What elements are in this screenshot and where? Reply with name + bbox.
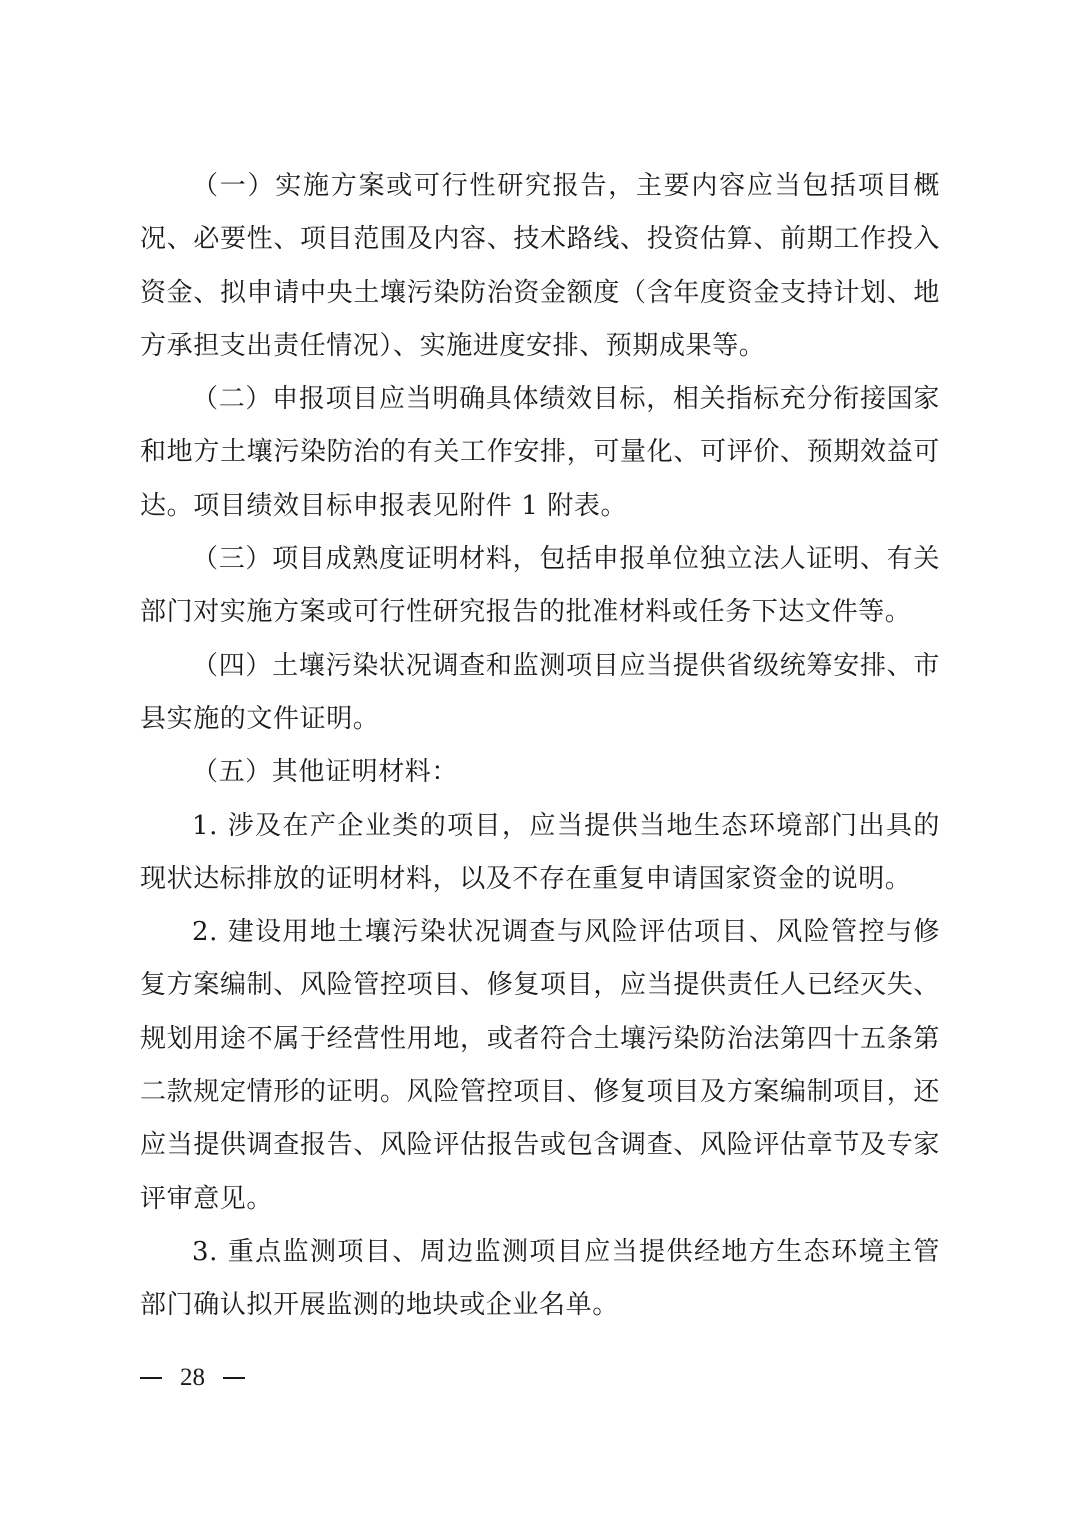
paragraph-item-1: 1. 涉及在产企业类的项目，应当提供当地生态环境部门出具的现状达标排放的证明材料，以及不存在重复申请国家资金的说明。 <box>140 810 940 894</box>
left-dash <box>140 1377 162 1379</box>
right-dash <box>223 1377 245 1379</box>
paragraph-other-materials: （五）其他证明材料： <box>192 757 459 788</box>
paragraph-maturity-materials: （三）项目成熟度证明材料，包括申报单位独立法人证明、有关部门对实施方案或可行性研究报告的批准材料或任务下达文件等。 <box>140 544 940 628</box>
document-body <box>140 160 940 1333</box>
page-number <box>140 1360 245 1396</box>
paragraph-item-3: 3. 重点监测项目、周边监测项目应当提供经地方生态环境主管部门确认拟开展监测的地块或企业名单。 <box>140 1236 940 1321</box>
paragraph-item-2: 2. 建设用地土壤污染状况调查与风险评估项目、风险管控与修复方案编制、风险管控项目、修复项目，应当提供责任人已经灭失、规划用途不属于经营性用地，或者符合土壤污染防治法第四十五条第二款规定情形的证明。风险管控项目、修复项目及方案编制项目，还应当提供调查报告、风险评估报告或包含调查、风险评估章节及专家评审意见。 <box>140 917 940 1214</box>
paragraph-performance-targets: （二）申报项目应当明确具体绩效目标，相关指标充分衔接国家和地方土壤污染防治的有关工作安排，可量化、可评价、预期效益可达。项目绩效目标申报表见附件 1 附表。 <box>140 384 940 521</box>
paragraph-implementation-plan: （一）实施方案或可行性研究报告，主要内容应当包括项目概况、必要性、项目范围及内容、技术路线、投资估算、前期工作投入资金、拟申请中央土壤污染防治资金额度（含年度资金支持计划、地方承担支出责任情况）、实施进度安排、预期成果等。 <box>140 171 940 361</box>
page-number-text: 28 <box>180 1364 205 1391</box>
paragraph-survey-monitoring: （四）土壤污染状况调查和监测项目应当提供省级统筹安排、市县实施的文件证明。 <box>140 650 940 734</box>
